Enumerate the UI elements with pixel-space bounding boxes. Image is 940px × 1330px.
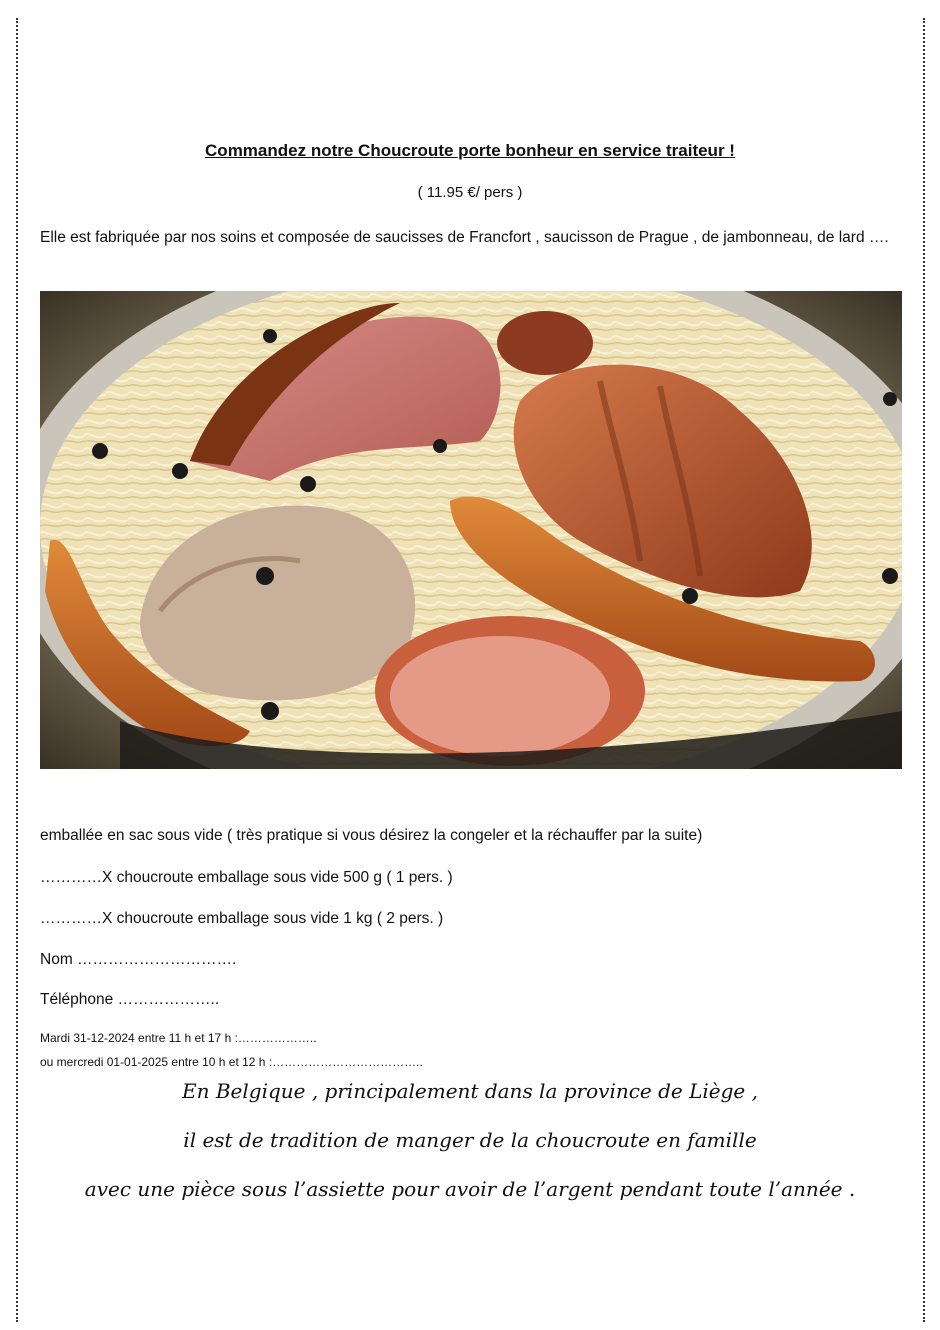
tradition-line-1: En Belgique , principalement dans la province de Liège , [182,1079,758,1103]
dotted-border-right [923,18,925,1322]
name-field: Nom …………………………. [40,951,237,968]
phone-field: Téléphone ……………….. [40,991,220,1008]
tradition-line-3: avec une pièce sous l’assiette pour avoir de l’argent pendant toute l’année . [84,1177,856,1201]
page-title: Commandez notre Choucroute porte bonheur en service traiteur ! [205,141,735,160]
pickup-wednesday: ou mercredi 01-01-2025 entre 10 h et 12 h :……………………………….. [40,1055,423,1069]
packaging-note: emballée en sac sous vide ( très pratique si vous désirez la congeler et la réchauffer par la suite) [40,827,703,844]
intro-paragraph: Elle est fabriquée par nos soins et composée de saucisses de Francfort , saucisson de Prague , de jambonneau, de lard …. [40,229,889,246]
order-line-500g: …………X choucroute emballage sous vide 500 g ( 1 pers. ) [40,869,453,886]
price-per-person: ( 11.95 €/ pers ) [417,184,523,201]
order-line-1kg: …………X choucroute emballage sous vide 1 kg ( 2 pers. ) [40,910,444,927]
tradition-line-2: il est de tradition de manger de la choucroute en famille [183,1128,757,1152]
choucroute-photo [40,291,902,769]
pickup-tuesday: Mardi 31-12-2024 entre 11 h et 17 h :……………….. [40,1031,317,1045]
dotted-border-left [16,18,18,1322]
